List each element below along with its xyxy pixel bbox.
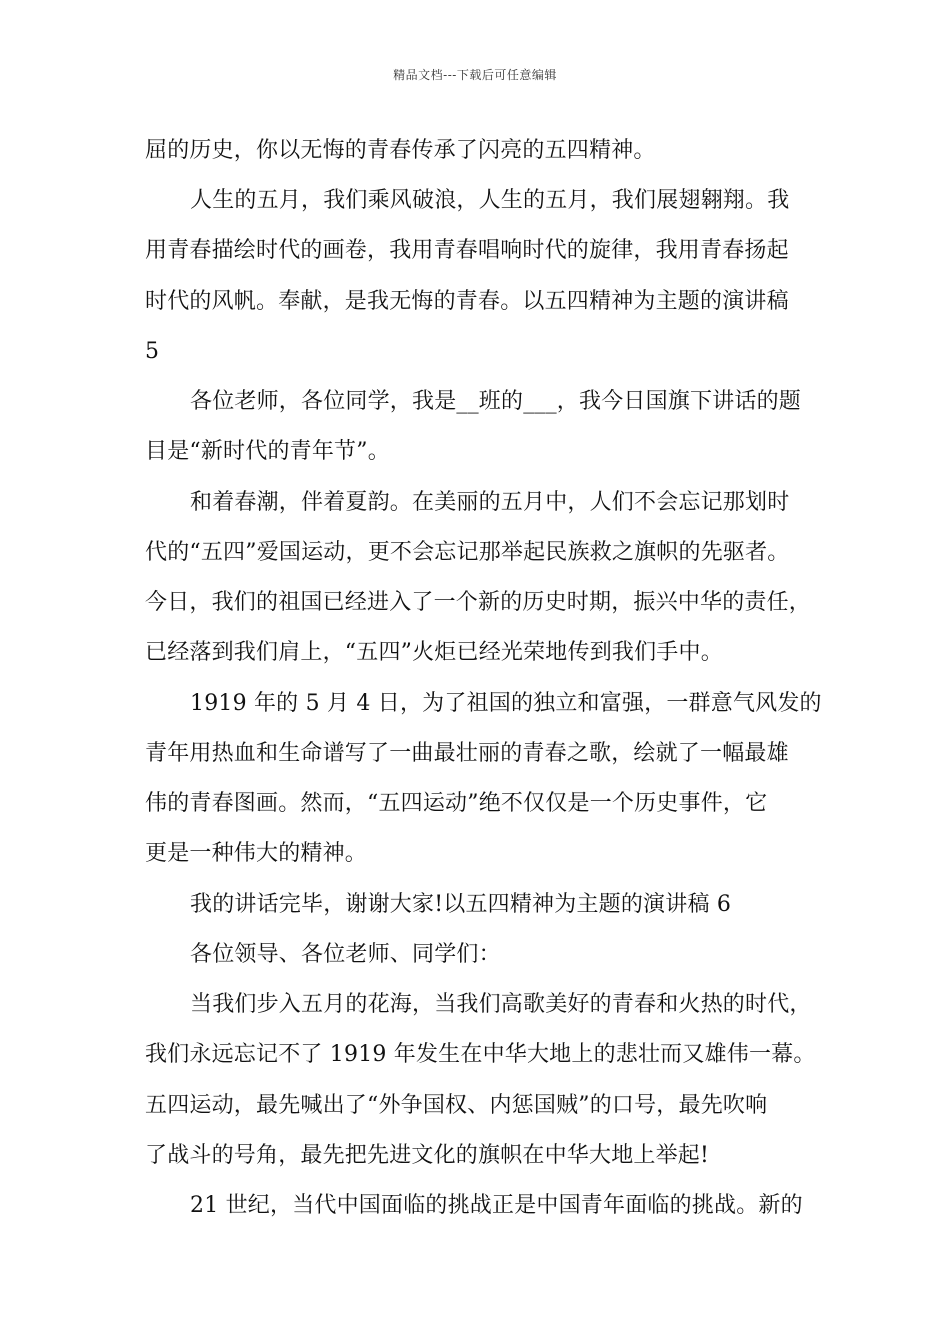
text-line: 五四运动，最先喊出了“外争国权、内惩国贼”的口号，最先吹响 — [145, 1093, 768, 1118]
text-line: 屈的历史，你以无悔的青春传承了闪亮的五四精神。 — [145, 138, 656, 163]
text-line: 青年用热血和生命谱写了一曲最壮丽的青春之歌，绘就了一幅最雄 — [145, 741, 789, 766]
text-line: 更是一种伟大的精神。 — [145, 841, 368, 866]
text-line: 目是“新时代的青年节”。 — [145, 439, 390, 464]
text-line: 21 世纪，当代中国面临的挑战正是中国青年面临的挑战。新的 — [190, 1193, 803, 1218]
text-line: 5 — [145, 339, 160, 364]
text-line: 1919 年的 5 月 4 日，为了祖国的独立和富强，一群意气风发的 — [190, 691, 822, 716]
text-line: 伟的青春图画。然而，“五四运动”绝不仅仅是一个历史事件，它 — [145, 791, 768, 816]
text-line: 各位老师，各位同学，我是__班的___，我今日国旗下讲话的题 — [190, 389, 802, 414]
text-line: 我们永远忘记不了 1919 年发生在中华大地上的悲壮而又雄伟一幕。 — [145, 1042, 816, 1067]
text-line: 各位领导、各位老师、同学们： — [190, 942, 501, 967]
text-line: 了战斗的号角，最先把先进文化的旗帜在中华大地上举起! — [145, 1143, 710, 1168]
page-header: 精品文档---下载后可任意编辑 — [393, 68, 557, 82]
text-line: 我的讲话完毕，谢谢大家!以五四精神为主题的演讲稿 6 — [190, 892, 732, 917]
text-line: 今日，我们的祖国已经进入了一个新的历史时期，振兴中华的责任， — [145, 590, 812, 615]
text-line: 人生的五月，我们乘风破浪，人生的五月，我们展翅翱翔。我 — [190, 188, 790, 213]
text-line: 已经落到我们肩上，“五四”火炬已经光荣地传到我们手中。 — [145, 640, 723, 665]
text-line: 代的“五四”爱国运动，更不会忘记那举起民族救之旗帜的先驱者。 — [145, 540, 790, 565]
text-line: 用青春描绘时代的画卷，我用青春唱响时代的旋律，我用青春扬起 — [145, 238, 789, 263]
text-line: 当我们步入五月的花海，当我们高歌美好的青春和火热的时代， — [190, 992, 812, 1017]
text-line: 时代的风帆。奉献，是我无悔的青春。以五四精神为主题的演讲稿 — [145, 289, 789, 314]
text-line: 和着春潮，伴着夏韵。在美丽的五月中，人们不会忘记那划时 — [190, 490, 790, 515]
